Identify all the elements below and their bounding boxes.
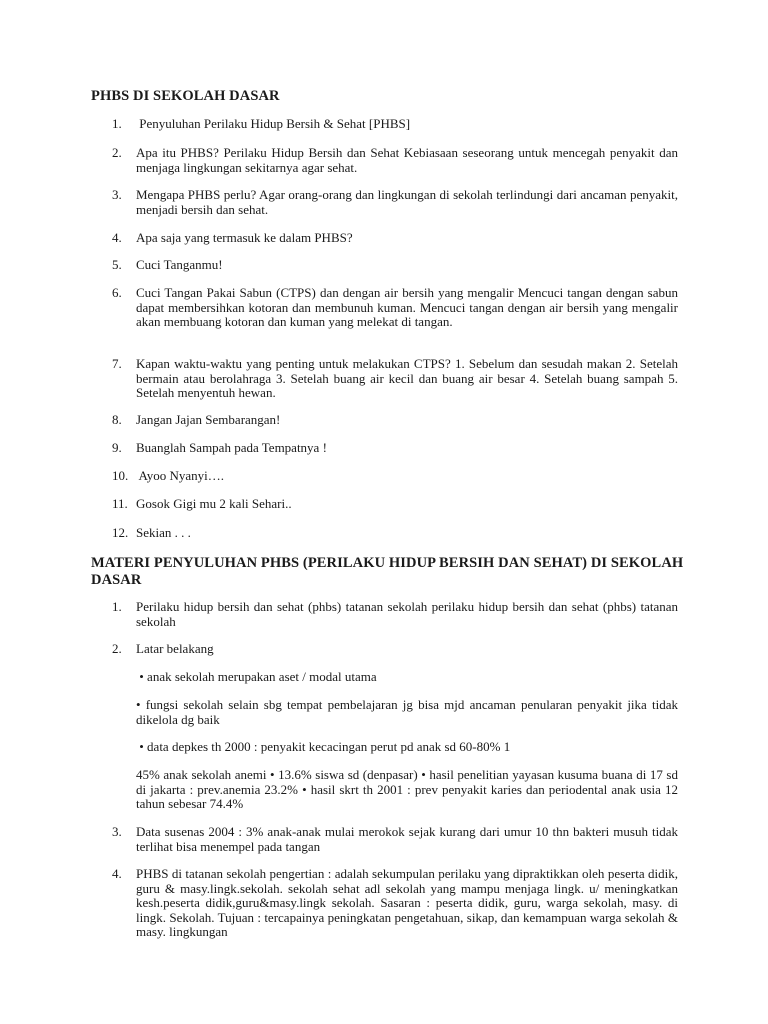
list-item-12 — [112, 526, 678, 541]
list-number: 11. — [112, 496, 128, 511]
list-number: 4. — [112, 230, 122, 245]
list-number: 9. — [112, 440, 122, 455]
bullet-fungsi-sekolah: • fungsi sekolah selain sbg tempat pembelajaran jg bisa mjd ancaman penularan penyakit jika tidak dikelola dg baik — [136, 697, 678, 727]
list-item-10 — [112, 469, 678, 484]
bullet-aset: • anak sekolah merupakan aset / modal utama — [136, 669, 377, 684]
list-text: Perilaku hidup bersih dan sehat (phbs) tatanan sekolah perilaku hidup bersih dan sehat (phbs) tatanan sekolah — [136, 599, 678, 629]
materi-item-4 — [112, 867, 678, 940]
list-text: Cuci Tanganmu! — [136, 257, 223, 272]
list-number: 3. — [112, 187, 122, 202]
list-text: Jangan Jajan Sembarangan! — [136, 412, 281, 427]
materi-item-2 — [112, 642, 678, 657]
heading-phbs-sekolah-dasar: PHBS DI SEKOLAH DASAR — [91, 88, 280, 104]
list-number: 12. — [112, 525, 129, 540]
materi-item-3 — [112, 825, 678, 854]
list-item-6 — [112, 286, 678, 330]
list-item-2 — [112, 146, 678, 175]
list-item-1 — [112, 117, 678, 132]
list-number: 5. — [112, 257, 122, 272]
list-item-4 — [112, 231, 678, 246]
list-number: 10. — [112, 468, 129, 483]
list-number: 6. — [112, 285, 122, 300]
list-text: Data susenas 2004 : 3% anak-anak mulai merokok sejak kurang dari umur 10 thn bakteri musuh tidak terlihat bisa menempel pada tangan — [136, 824, 678, 854]
list-text: Penyuluhan Perilaku Hidup Bersih & Sehat [PHBS] — [136, 116, 411, 131]
list-text: Sekian . . . — [136, 525, 191, 540]
list-text: Buanglah Sampah pada Tempatnya ! — [136, 440, 327, 455]
list-item-5 — [112, 258, 678, 273]
list-item-9 — [112, 441, 678, 456]
heading-materi-penyuluhan: MATERI PENYULUHAN PHBS (PERILAKU HIDUP BERSIH DAN SEHAT) DI SEKOLAH DASAR — [91, 555, 684, 588]
list-number: 3. — [112, 824, 122, 839]
list-number: 1. — [112, 116, 122, 131]
list-text: PHBS di tatanan sekolah pengertian : adalah sekumpulan perilaku yang dipraktikkan oleh peserta didik, guru & masy.lingk.sekolah. sekolah sehat adl sekolah yang mampu menjaga lingk. u/ meningkatkan kesh.peserta didik,guru&masy.lingk sekolah. Sasaran : peserta didik, guru, warga sekolah, masy. di lingk. Sekolah. Tujuan : tercapainya peningkatan pengetahuan, sikap, dan kemampuan warga sekolah & masy. lingkungan — [136, 866, 678, 940]
list-text: Cuci Tangan Pakai Sabun (CTPS) dan dengan air bersih yang mengalir Mencuci tangan dengan sabun dapat membersihkan kotoran dan membunuh kuman. Mencuci tangan dengan air bersih yang mengalir akan membuang kotoran dan kuman yang melekat di tangan. — [136, 285, 678, 330]
list-text: Apa saja yang termasuk ke dalam PHBS? — [136, 230, 353, 245]
list-text: Ayoo Nyanyi…. — [136, 468, 224, 483]
list-text: Apa itu PHBS? Perilaku Hidup Bersih dan Sehat Kebiasaan seseorang untuk mencegah penyakit dan menjaga lingkungan sekitarnya agar sehat. — [136, 145, 678, 175]
list-item-3 — [112, 188, 678, 217]
list-number: 8. — [112, 412, 122, 427]
list-text: Mengapa PHBS perlu? Agar orang-orang dan lingkungan di sekolah terlindungi dari ancaman penyakit, menjadi bersih dan sehat. — [136, 187, 678, 217]
list-text: Kapan waktu-waktu yang penting untuk melakukan CTPS? 1. Sebelum dan sesudah makan 2. Setelah bermain atau berolahraga 3. Setelah buang air kecil dan buang air besar 4. Setelah buang sampah 5. Setelah menyentuh hewan. — [136, 356, 678, 401]
list-text: Latar belakang — [136, 641, 214, 656]
list-item-8 — [112, 413, 678, 428]
list-item-7 — [112, 357, 678, 401]
paragraph-statistik: 45% anak sekolah anemi • 13.6% siswa sd (denpasar) • hasil penelitian yayasan kusuma buana di 17 sd di jakarta : prev.anemia 23.2% • hasil skrt th 2001 : prev penyakit karies dan periodental anak usia 12 tahun sebesar 74.4% — [136, 767, 678, 812]
list-item-11 — [112, 497, 678, 512]
bullet-data-depkes: • data depkes th 2000 : penyakit kecacingan perut pd anak sd 60-80% 1 — [136, 739, 511, 754]
list-text: Gosok Gigi mu 2 kali Sehari.. — [136, 496, 292, 511]
list-number: 2. — [112, 145, 122, 160]
list-number: 7. — [112, 356, 122, 371]
materi-item-1 — [112, 600, 678, 629]
list-number: 2. — [112, 641, 122, 656]
list-number: 1. — [112, 599, 122, 614]
list-number: 4. — [112, 866, 122, 881]
